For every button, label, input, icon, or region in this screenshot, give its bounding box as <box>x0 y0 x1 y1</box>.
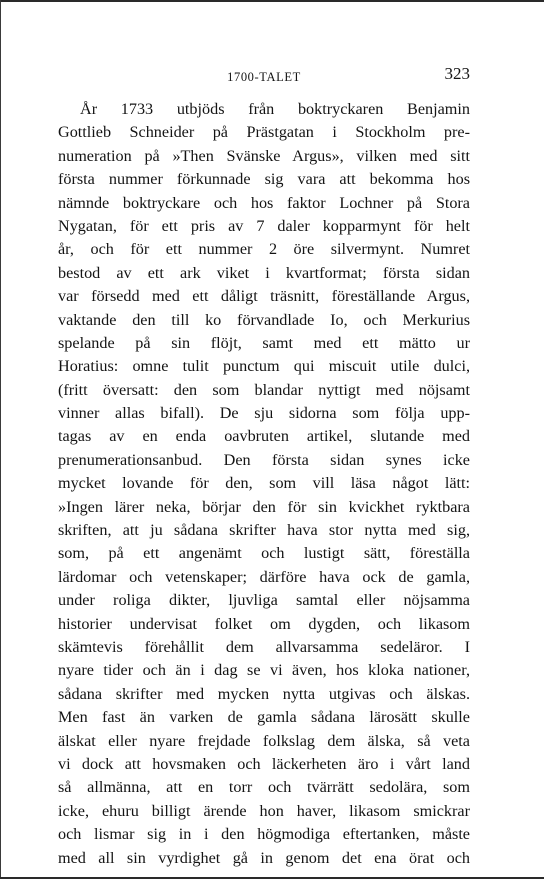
text-line: sådana skrifter med mycken nytta utgivas och älskas. <box>58 684 470 703</box>
text-line: (fritt översatt: den som blandar nyttigt med nöjsamt <box>58 380 470 399</box>
text-line: lärdomar och vetenskaper; därföre hava ock de gamla, <box>58 567 470 586</box>
text-line: under roliga dikter, ljuvliga samtal eller nöjsamma <box>58 591 470 610</box>
text-line: vinner allas bifall). De sju sidorna som följa upp- <box>58 404 470 423</box>
text-line: år, och för ett nummer 2 öre silvermynt. Numret <box>58 240 470 259</box>
text-line: skämtevis förehållit dem allvarsamma sedeläror. I <box>58 637 470 656</box>
text-line: tagas av en enda oavbruten artikel, slutande med <box>58 427 470 446</box>
text-line: spelande på sin flöjt, samt med ett mätto ur <box>58 333 470 352</box>
text-line: bestod av ett ark viket i kvartformat; första sidan <box>58 263 470 282</box>
text-line: var försedd med ett dåligt träsnitt, föreställande Argus, <box>58 287 470 306</box>
text-line: nämnde boktryckare och hos faktor Lochner på Stora <box>58 193 470 212</box>
text-line: Nygatan, för ett pris av 7 daler kopparmynt för helt <box>58 216 470 235</box>
text-line: icke, ehuru billigt ärende hon haver, likasom smickrar <box>58 801 470 820</box>
text-line: »Ingen lärer neka, börjar den för sin kvickhet ryktbara <box>58 497 470 516</box>
text-line: vi dock att hovsmaken och läckerheten äro i vårt land <box>58 754 470 773</box>
page-number: 323 <box>444 64 470 83</box>
text-line: Men fast än varken de gamla sådana lärosätt skulle <box>58 708 470 727</box>
text-line: Gottlieb Schneider på Prästgatan i Stockholm pre- <box>58 123 470 142</box>
text-line: och lismar sig in i den högmodiga eftertanken, måste <box>58 825 470 844</box>
text-line: första nummer förkunnade sig vara att bekomma hos <box>58 170 470 189</box>
text-line: Horatius: omne tulit punctum qui miscuit utile dulci, <box>58 357 470 376</box>
text-line: historier undervisat folket om dygden, och likasom <box>58 614 470 633</box>
text-line: med all sin vyrdighet gå in genom det ena örat och <box>58 848 470 867</box>
text-line: År 1733 utbjöds från boktryckaren Benjamin <box>80 100 470 118</box>
text-line: numeration på »Then Svänske Argus», vilken med sitt <box>58 146 470 165</box>
text-line: vaktande den till ko förvandlade Io, och Merkurius <box>58 310 470 329</box>
scan-edge-top <box>0 0 544 2</box>
text-line: mycket lovande för den, som vill läsa något lätt: <box>58 474 470 493</box>
running-head <box>58 64 470 88</box>
text-line: prenumerationsanbud. Den första sidan synes icke <box>58 450 470 469</box>
text-line: älskat eller nyare frejdade folkslag dem älska, så veta <box>58 731 470 750</box>
body-text <box>58 98 470 870</box>
text-line: som, på ett angenämt och lustigt sätt, föreställa <box>58 544 470 563</box>
text-line: skriften, att ju sådana skrifter hava stor nytta med sig, <box>58 521 470 540</box>
scan-edge-left <box>0 0 1 879</box>
text-line: nyare tider och än i dag se vi även, hos kloka nationer, <box>58 661 470 680</box>
running-title: 1700-TALET <box>227 70 301 84</box>
text-line: så allmänna, att en torr och tvärrätt sedolära, som <box>58 778 470 797</box>
